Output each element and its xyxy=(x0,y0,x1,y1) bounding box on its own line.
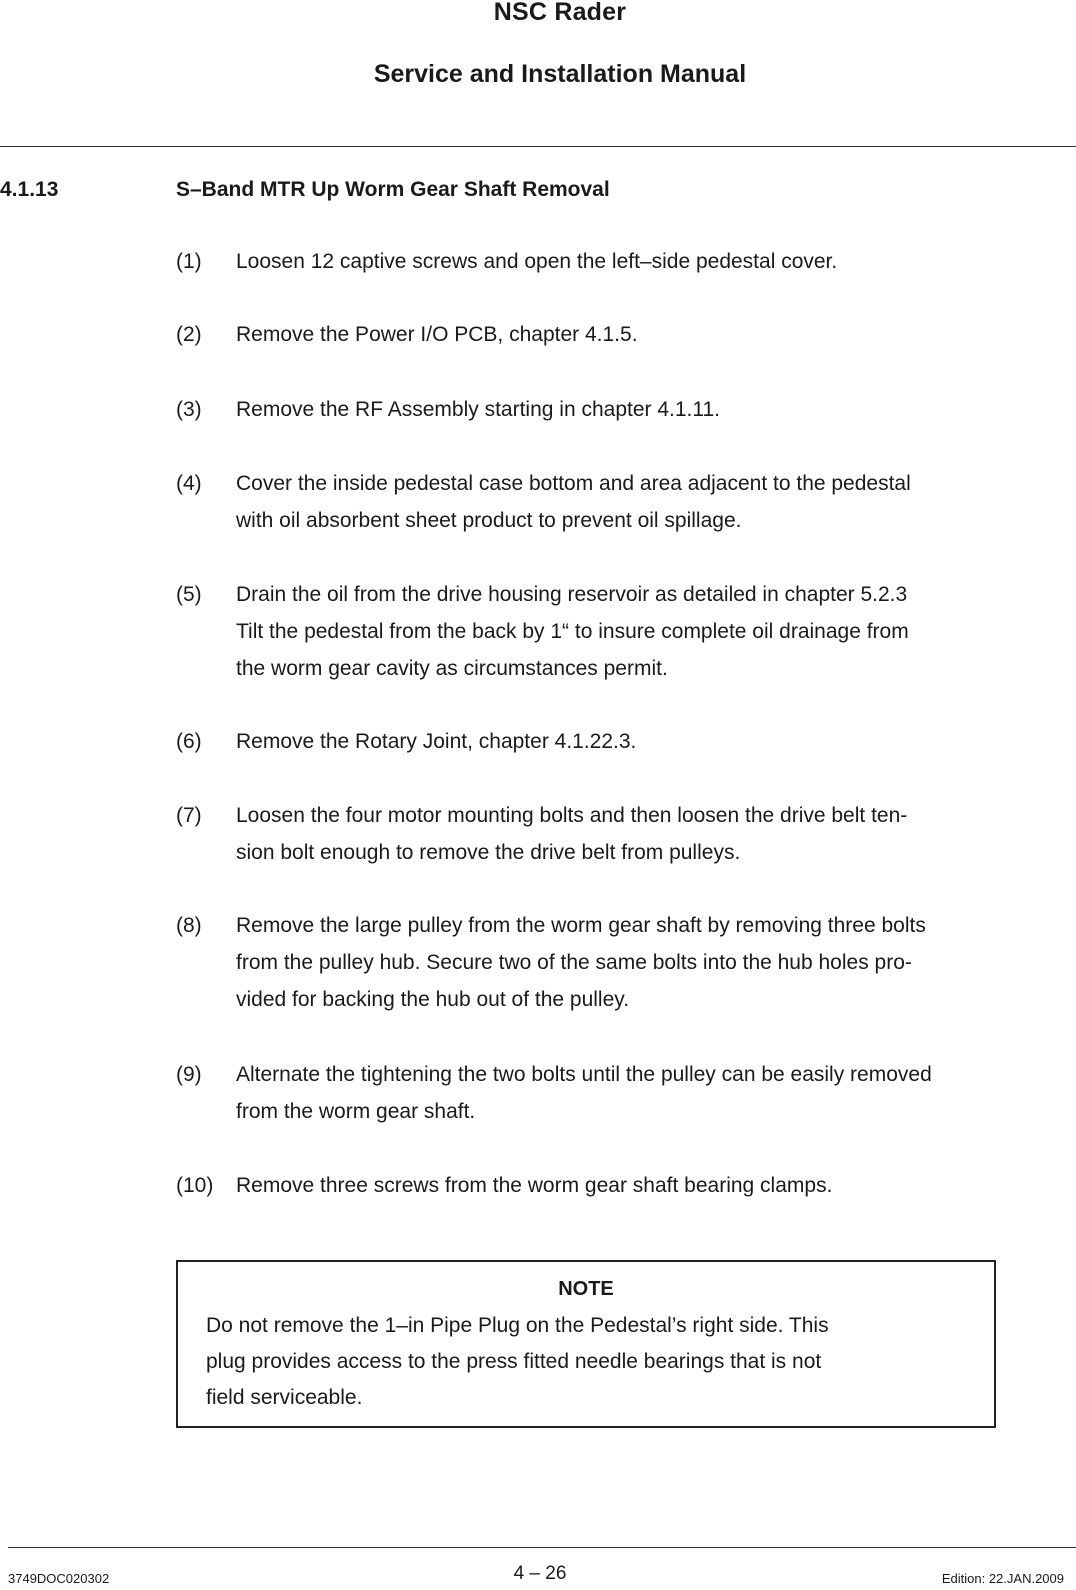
footer-doc-id: 3749DOC020302 xyxy=(8,1571,110,1586)
step-text: Remove the Power I/O PCB, chapter 4.1.5. xyxy=(236,323,638,346)
step-text: Cover the inside pedestal case bottom and area adjacent to the pedestal with oil absorbent sheet product to prevent oil spillage. xyxy=(236,472,911,532)
step-number: (3) xyxy=(176,398,202,421)
header-title: NSC Rader xyxy=(493,0,627,26)
step-text: Loosen 12 captive screws and open the left–side pedestal cover. xyxy=(236,250,838,273)
section-title: S–Band MTR Up Worm Gear Shaft Removal xyxy=(176,178,610,201)
footer-page-number: 4 – 26 xyxy=(513,1563,567,1584)
note-title: NOTE xyxy=(558,1278,614,1300)
header-divider xyxy=(0,146,1076,147)
step-number: (7) xyxy=(176,804,202,827)
step-number: (10) xyxy=(176,1174,214,1197)
step-number: (6) xyxy=(176,730,202,753)
step-text: Remove three screws from the worm gear shaft bearing clamps. xyxy=(236,1174,833,1197)
step-text: Remove the Rotary Joint, chapter 4.1.22.3. xyxy=(236,730,637,753)
step-text: Remove the large pulley from the worm gear shaft by removing three bolts from the pulley hub. Secure two of the same bolts into the hub holes pro- vided for backing the hub out of the pulley. xyxy=(236,914,926,1011)
step-number: (8) xyxy=(176,914,202,937)
step-number: (1) xyxy=(176,250,202,273)
footer-edition: Edition: 22.JAN.2009 xyxy=(941,1571,1064,1586)
step-number: (9) xyxy=(176,1063,202,1086)
step-text: Alternate the tightening the two bolts until the pulley can be easily removed from the worm gear shaft. xyxy=(236,1063,932,1123)
footer-divider xyxy=(8,1547,1076,1548)
step-number: (5) xyxy=(176,583,202,606)
note-text: Do not remove the 1–in Pipe Plug on the Pedestal’s right side. This plug provides access to the press fitted needle bearings that is not field serviceable. xyxy=(206,1314,829,1409)
step-text: Drain the oil from the drive housing reservoir as detailed in chapter 5.2.3 Tilt the pedestal from the back by 1“ to insure complete oil drainage from the worm gear cavity as circumstances permit. xyxy=(236,583,909,680)
section-number: 4.1.13 xyxy=(0,178,59,201)
header-subtitle: Service and Installation Manual xyxy=(373,60,747,88)
step-text: Remove the RF Assembly starting in chapter 4.1.11. xyxy=(236,398,721,421)
step-number: (4) xyxy=(176,472,202,495)
step-text: Loosen the four motor mounting bolts and then loosen the drive belt ten- sion bolt enough to remove the drive belt from pulleys. xyxy=(236,804,908,864)
note-box xyxy=(176,1260,996,1428)
step-number: (2) xyxy=(176,323,202,346)
